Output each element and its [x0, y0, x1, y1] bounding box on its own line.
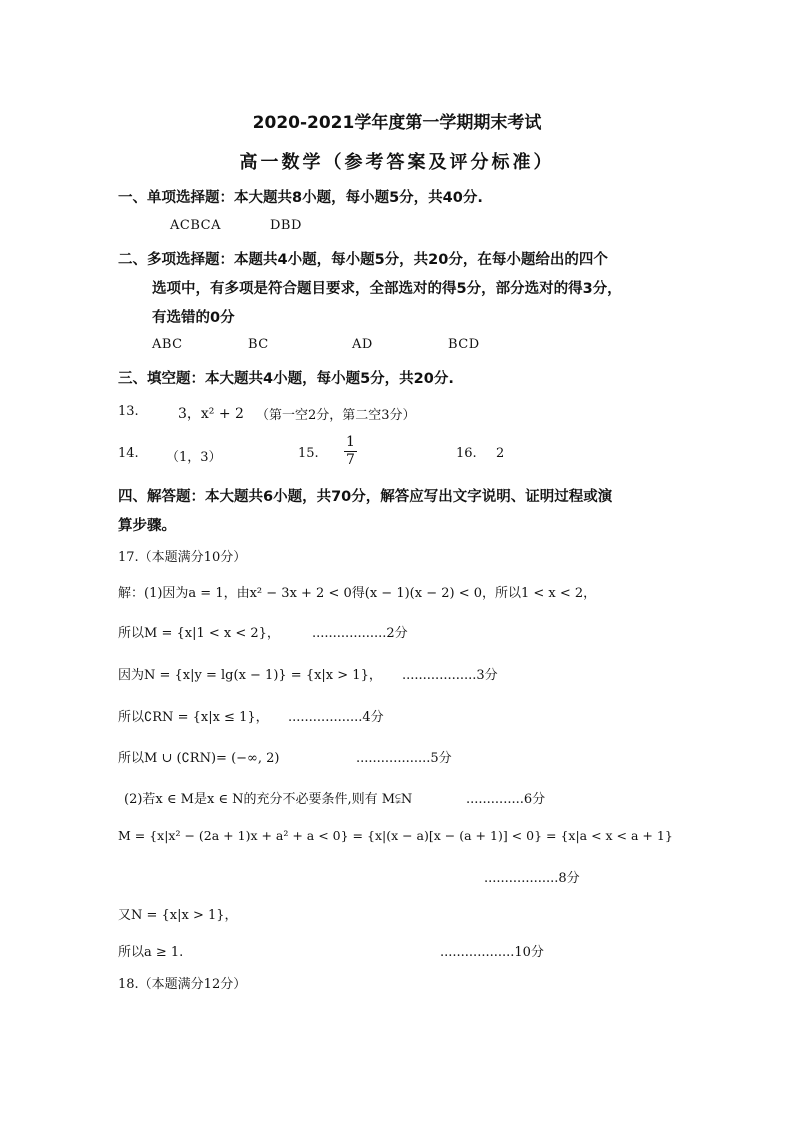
q17-score-4: ..................4分 — [288, 710, 384, 725]
document-title: 2020-2021学年度第一学期期末考试 — [252, 113, 542, 133]
section-2-heading-line2: 选项中，有多项是符合题目要求，全部选对的得5分，部分选对的得3分， — [152, 281, 622, 297]
q17-line-2: 所以M = {x|1 < x < 2}， — [118, 626, 280, 641]
document-subtitle: 高一数学（参考答案及评分标准） — [239, 152, 555, 173]
q17-score-6: ..............6分 — [466, 792, 546, 807]
section-4-heading-line2: 算步骤。 — [118, 518, 176, 534]
q13-note: （第一空2分，第二空3分） — [256, 408, 416, 423]
section-4-heading-line1: 四、解答题：本大题共6小题，共70分，解答应写出文字说明、证明过程或演 — [118, 489, 613, 505]
q17-score-5: ..................5分 — [356, 751, 452, 766]
q17-line-7: M = {x|x² − (2a + 1)x + a² + a < 0} = {x|(x − a)[x − (a + 1)] < 0} = {x|a < x < a + 1} — [118, 828, 673, 843]
q18-title: 18.（本题满分12分） — [118, 977, 247, 992]
s2-answer-11: AD — [352, 337, 373, 352]
q14-number: 14. — [118, 446, 139, 461]
q17-line-6: (2)若x ∈ M是x ∈ N的充分不必要条件,则有 M⫋N — [124, 792, 413, 807]
q13-number: 13. — [118, 404, 139, 419]
q17-line-5: 所以M ∪ (∁RN)= (−∞, 2) — [118, 751, 280, 766]
q14-answer: （1，3） — [166, 450, 222, 465]
section-2-heading-line3: 有选错的0分 — [152, 310, 235, 326]
s1-answer-group-1: ACBCA — [170, 218, 221, 233]
section-1-heading: 一、单项选择题：本大题共8小题，每小题5分，共40分. — [118, 190, 483, 206]
q15-fraction — [344, 434, 357, 469]
q16-answer: 2 — [496, 446, 505, 461]
q17-score-10: ..................10分 — [440, 945, 544, 960]
q17-score-2: ..................2分 — [312, 626, 408, 641]
q17-line-4: 所以∁RN = {x|x ≤ 1}， — [118, 710, 269, 725]
q17-line-3: 因为N = {x|y = lg(x − 1)} = {x|x > 1}， — [118, 668, 382, 683]
q15-fraction-denominator: 7 — [346, 452, 355, 468]
s1-answer-group-2: DBD — [270, 218, 302, 233]
section-2-heading-line1: 二、多项选择题：本题共4小题，每小题5分，共20分，在每小题给出的四个 — [118, 252, 608, 268]
q17-line-1: 解：(1)因为a = 1，由x² − 3x + 2 < 0得(x − 1)(x − 2) < 0，所以1 < x < 2， — [118, 586, 597, 601]
q17-title: 17.（本题满分10分） — [118, 550, 247, 565]
q17-score-3: ..................3分 — [402, 668, 498, 683]
s2-answer-9: ABC — [152, 337, 183, 352]
q17-line-8: 又N = {x|x > 1}， — [118, 908, 238, 923]
q15-fraction-numerator: 1 — [346, 434, 355, 450]
s2-answer-12: BCD — [448, 337, 480, 352]
q16-number: 16. — [456, 446, 477, 461]
q13-answer: 3，x² + 2 — [178, 406, 244, 422]
q17-score-8: ..................8分 — [484, 871, 580, 886]
section-3-heading: 三、填空题：本大题共4小题，每小题5分，共20分. — [118, 371, 454, 387]
s2-answer-10: BC — [248, 337, 269, 352]
q15-number: 15. — [298, 446, 319, 461]
q17-line-9: 所以a ≥ 1. — [118, 945, 184, 960]
